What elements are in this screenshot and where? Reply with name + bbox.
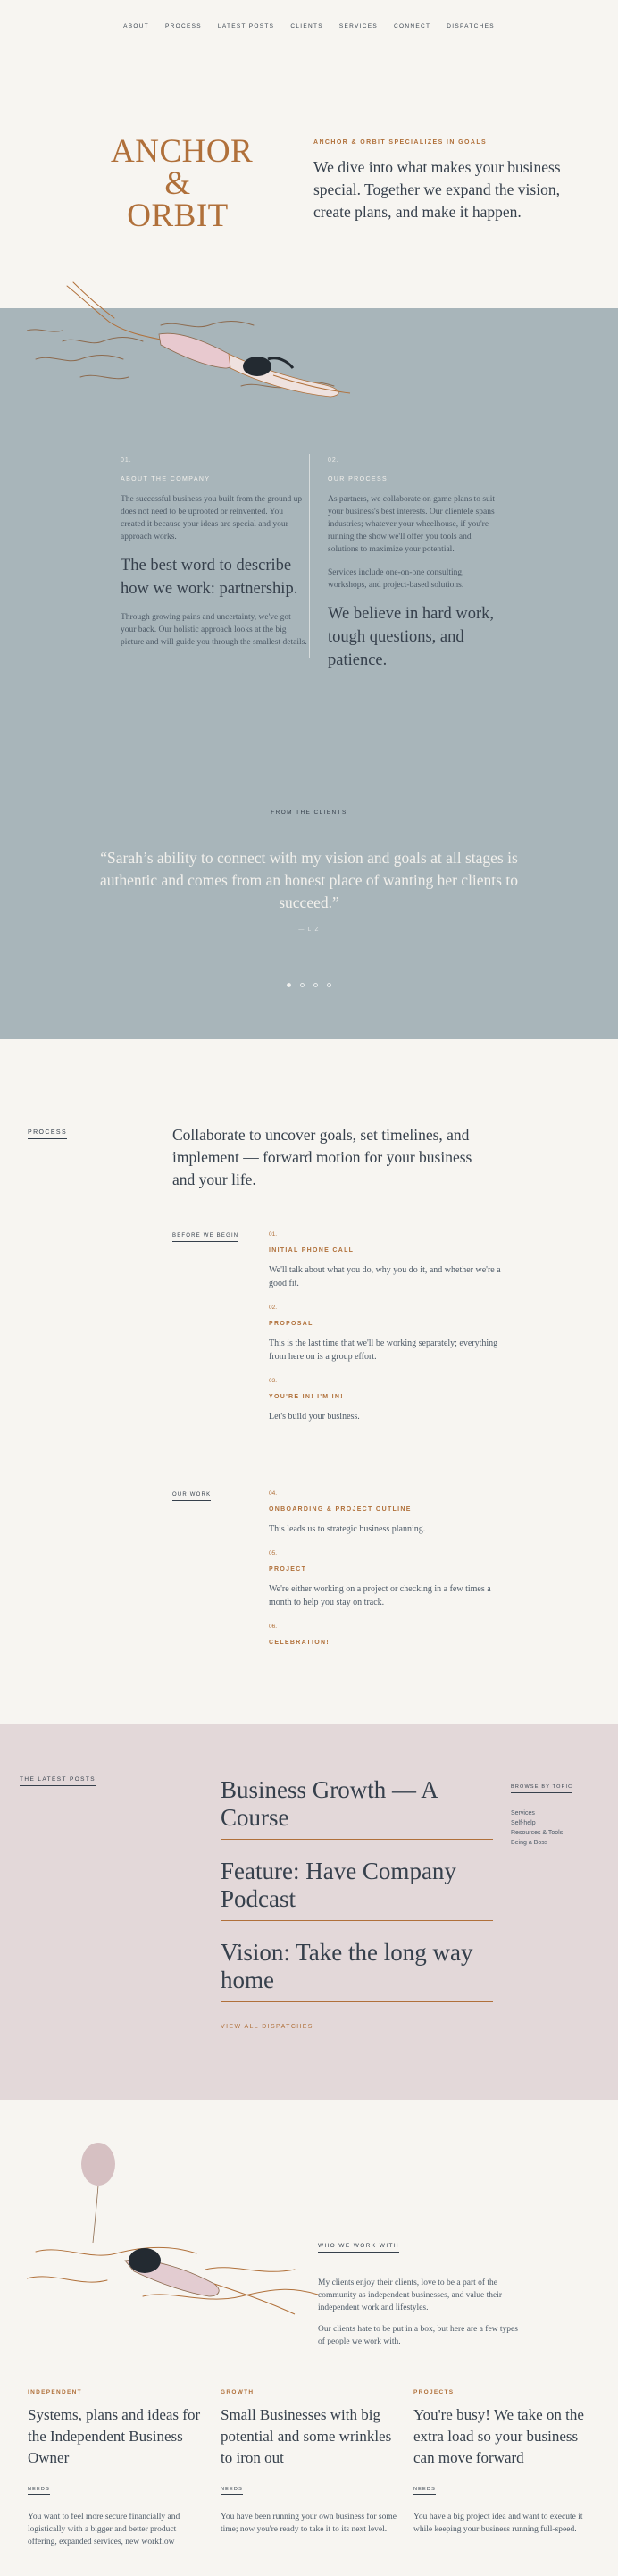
before-we-begin-label: BEFORE WE BEGIN [172,1233,238,1242]
top-nav [0,23,618,29]
carousel-dot-4[interactable] [327,983,331,987]
step-number: 04. [269,1490,278,1497]
audience-needs-label: NEEDS [221,2487,243,2495]
hero-eyebrow: ANCHOR & ORBIT SPECIALIZES IN GOALS [313,139,488,146]
audience-description: You want to feel more secure financially and logistically with a bigger and better product offering, expanded services, new workflow [28,2513,180,2547]
topic-list [511,1808,563,1848]
step-item [269,1490,501,1536]
audience-independent [28,2389,206,2548]
latest-posts-label: THE LATEST POSTS [20,1776,96,1786]
topic-link[interactable]: Being a Boss [511,1840,548,1846]
audience-needs-label: NEEDS [413,2487,436,2495]
about-column [121,457,308,649]
step-number: 02. [269,1305,278,1311]
carousel-dot-3[interactable] [313,983,318,987]
our-process-number: 02. [328,457,339,464]
step-item [269,1378,501,1423]
step-number: 05. [269,1550,278,1557]
step-title: INITIAL PHONE CALL [269,1247,355,1254]
audience-title: Systems, plans and ideas for the Independent Business Owner [28,2406,201,2466]
nav-services[interactable]: SERVICES [338,23,379,29]
our-process-paragraph-2: Services include one-on-one consulting, workshops, and project-based solutions. [328,568,464,590]
step-description: This leads us to strategic business planning. [269,1524,426,1534]
step-number: 06. [269,1624,278,1630]
our-process-label: OUR PROCESS [328,476,388,482]
who-paragraph-2: Our clients hate to be put in a box, but here are a few types of people we work with. [318,2325,518,2346]
audience-needs-label: NEEDS [28,2487,50,2495]
audience-label: INDEPENDENT [28,2389,82,2396]
our-work-label: OUR WORK [172,1492,211,1501]
nav-latest-posts[interactable]: LATEST POSTS [217,23,275,29]
audience-label: PROJECTS [413,2389,455,2396]
testimonial-label [0,802,618,818]
carousel-dot-1[interactable] [287,983,291,987]
who-we-work-with-label: WHO WE WORK WITH [318,2243,399,2253]
process-heading: Collaborate to uncover goals, set timelines, and implement — forward motion for your business and your life. [172,1126,472,1188]
carousel-dots [0,983,618,987]
logo[interactable] [111,133,254,234]
browse-by-topic-label: BROWSE BY TOPIC [511,1784,572,1793]
from-clients-link[interactable]: FROM THE CLIENTS [271,810,347,818]
about-highlight: The best word to describe how we work: partnership. [121,557,298,598]
audience-description: You have been running your own business for some time; now you're ready to take it to its next level. [221,2513,397,2534]
audience-label: GROWTH [221,2389,255,2396]
logo-line-2: & ORBIT [127,165,229,234]
about-paragraph-1: The successful business you built from the ground up does not need to be uprooted or reinvented. You created it because your ideas are special and your approach works. [121,495,303,541]
post-link[interactable]: Feature: Have Company Podcast [221,1858,493,1921]
step-title: ONBOARDING & PROJECT OUTLINE [269,1506,412,1513]
step-number: 01. [269,1231,278,1238]
testimonial-author: — LIZ [298,927,320,933]
audience-title: Small Businesses with big potential and some wrinkles to iron out [221,2406,392,2466]
who-we-work-with-text [318,2277,523,2357]
topic-link[interactable]: Services [511,1810,535,1817]
topic-link[interactable]: Self-help [511,1820,536,1826]
step-description: We'll talk about what you do, why you do it, and whether we're a good fit. [269,1265,501,1288]
process-label: PROCESS [28,1129,67,1139]
nav-clients[interactable]: CLIENTS [290,23,323,29]
post-link[interactable]: Business Growth — A Course [221,1776,493,1840]
topic-link[interactable]: Resources & Tools [511,1830,564,1836]
before-steps [269,1231,501,1438]
step-title: PROJECT [269,1566,307,1573]
nav-process[interactable]: PROCESS [165,23,202,29]
about-paragraph-2: Through growing pains and uncertainty, we've got your back. Our holistic approach looks at the big picture and will guide you through the smallest details. [121,613,307,647]
carousel-dot-2[interactable] [300,983,305,987]
step-item [269,1231,501,1290]
audience-projects [413,2389,592,2536]
step-title: CELEBRATION! [269,1640,330,1646]
who-paragraph-1: My clients enjoy their clients, love to be a part of the community as independent businesses, and value their independent work and lifestyles. [318,2278,503,2312]
step-number: 03. [269,1378,278,1384]
hero-text: We dive into what makes your business special. Together we expand the vision, create plans, and make it happen. [313,158,561,221]
audience-growth [221,2389,399,2536]
about-number: 01. [121,457,132,464]
post-link[interactable]: Vision: Take the long way home [221,1939,493,2002]
step-description: Let's build your business. [269,1412,360,1422]
logo-line-1: ANCHOR [111,133,254,170]
work-steps [269,1490,501,1660]
about-label: ABOUT THE COMPANY [121,476,211,482]
audience-description: You have a big project idea and want to execute it while keeping your business running full-speed. [413,2513,583,2534]
balloon-swimmer-illustration [27,2135,322,2341]
step-title: PROPOSAL [269,1321,313,1327]
step-item [269,1305,501,1364]
nav-dispatches[interactable]: DISPATCHES [447,23,495,29]
view-all-dispatches-link[interactable]: VIEW ALL DISPATCHES [221,2024,313,2030]
step-description: This is the last time that we'll be working separately; everything from here on is a group effort. [269,1338,498,1362]
post-list [221,1776,493,2020]
step-item [269,1550,501,1609]
step-item [269,1624,501,1646]
nav-connect[interactable]: CONNECT [394,23,431,29]
audience-title: You're busy! We take on the extra load so your business can move forward [413,2406,584,2466]
testimonial-quote: “Sarah’s ability to connect with my vision and goals at all stages is authentic and comes from an honest place of wanting her clients to succeed.” [100,849,518,911]
our-process-paragraph-1: As partners, we collaborate on game plans to suit your business's best interests. Our clientele spans industries; whatever your wheelhouse, if you're running the show we'll offer you tools and solutions to maximize your potential. [328,495,496,554]
swimmer-illustration [27,279,366,422]
step-description: We're either working on a project or checking in a few times a month to help you stay on track. [269,1584,491,1607]
our-process-highlight: We believe in hard work, tough questions, and patience. [328,605,495,669]
our-process-column [328,457,502,672]
step-title: YOU'RE IN! I'M IN! [269,1394,344,1400]
nav-about[interactable]: ABOUT [123,23,150,29]
column-divider [309,454,310,658]
